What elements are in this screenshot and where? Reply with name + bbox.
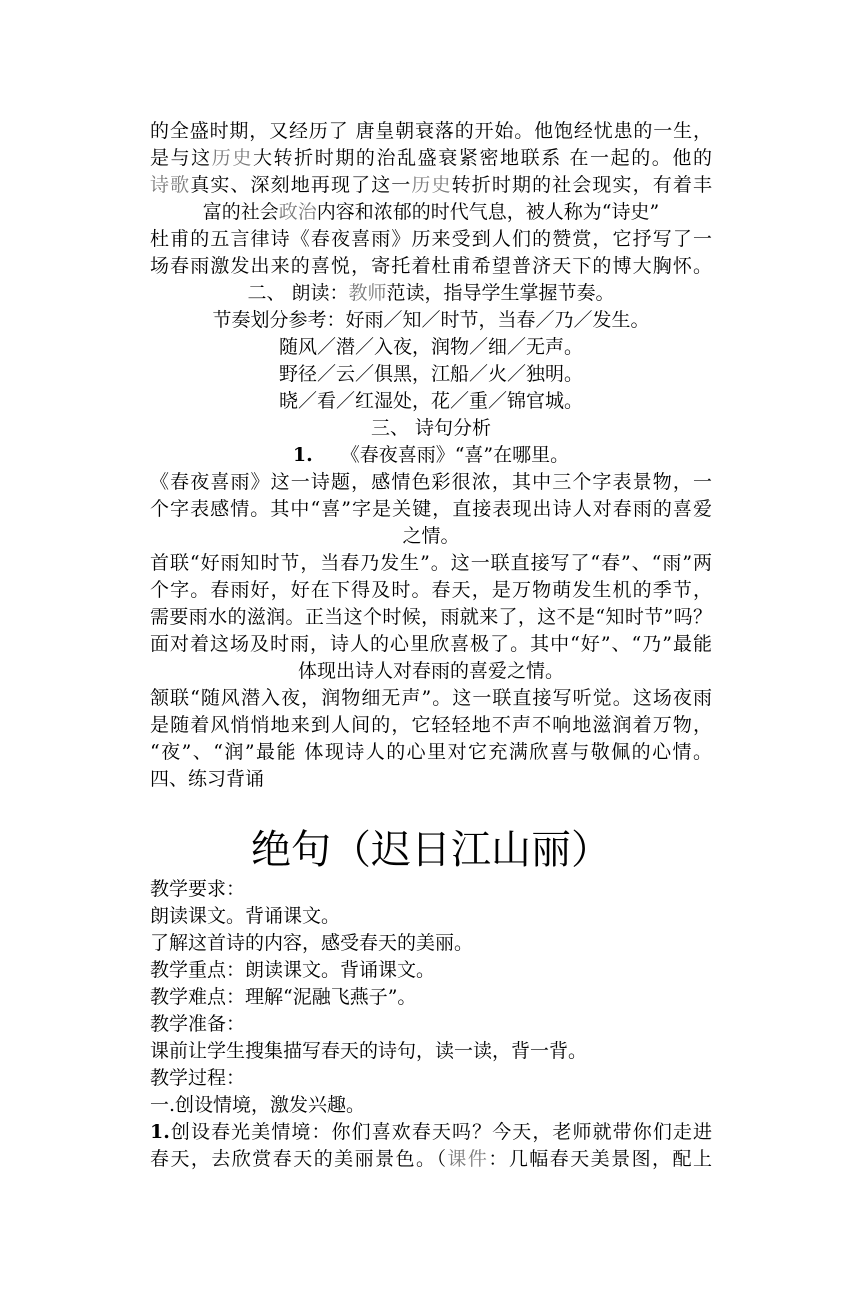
requirement-item: 了解这首诗的内容，感受春天的美丽。 (150, 932, 474, 954)
focus-line: 教学重点：朗读课文。背诵课文。 (150, 959, 436, 981)
text-line (150, 1119, 712, 1146)
history-link[interactable]: 历史 (211, 147, 253, 169)
text-span: 范读，指导学生掌握节奏。 (386, 282, 615, 304)
text-line: 的全盛时期，又经历了 唐皇朝衰落的开始。他饱经忧患的一生， (150, 120, 712, 142)
text-span: 转折时期的社会现实，有着丰 (451, 174, 712, 196)
text-line (150, 1146, 712, 1173)
rhythm-line: 节奏划分参考：好雨／知／时节，当春／乃／发生。 (212, 309, 650, 331)
difficulty-line: 教学难点：理解“泥融飞燕子”。 (150, 986, 417, 1008)
requirements-label: 教学要求： (150, 878, 246, 900)
step-number: 1. (150, 1121, 170, 1143)
text-line: 场春雨激发出来的喜悦，寄托着杜甫希望普济天下的博大胸怀。 (150, 255, 712, 277)
poetry-link[interactable]: 诗歌 (150, 174, 191, 196)
courseware-link[interactable]: 课件 (447, 1148, 489, 1170)
text-span: 二、 朗读： (247, 282, 349, 304)
text-line (150, 145, 712, 172)
upper-section (150, 118, 712, 793)
text-span: 大转折时期的治乱盛衰紧密地联系 在一起的。他的 (252, 147, 712, 169)
question-text: 《春夜喜雨》“喜”在哪里。 (340, 444, 570, 466)
text-line: 需要雨水的滋润。正当这个时候，雨就来了，这不是“知时节”吗？ (150, 606, 712, 628)
text-span: 创设春光美情境：你们喜欢春天吗？今天，老师就带你们走进 (169, 1121, 712, 1143)
text-span: 是与这 (150, 147, 212, 169)
rhythm-line: 野径／云／俱黑，江船／火／独明。 (278, 363, 583, 385)
rhythm-line: 晓／看／红湿处，花／重／锦官城。 (278, 390, 583, 412)
text-line: 面对着这场及时雨，诗人的心里欣喜极了。其中“好”、“乃”最能 (150, 633, 712, 655)
text-line: 体现出诗人对春雨的喜爱之情。 (297, 660, 564, 682)
text-line: 《春夜喜雨》这一诗题，感情色彩很浓，其中三个字表景物，一 (150, 471, 712, 493)
text-line: “夜”、“润”最能 体现诗人的心里对它充满欣喜与敬佩的心情。 (150, 741, 712, 763)
process-label: 教学过程： (150, 1067, 246, 1089)
text-line: 是随着风悄悄地来到人间的，它轻轻地不声不响地滋润着万物， (150, 714, 712, 736)
text-line: 个字表感情。其中“喜”字是关键，直接表现出诗人对春雨的喜爱 (150, 498, 712, 520)
text-line (150, 199, 712, 226)
preparation-label: 教学准备： (150, 1013, 246, 1035)
lesson-title: 绝句（迟日江山丽） (251, 827, 611, 873)
text-span: 真实、深刻地再现了这一 (190, 174, 412, 196)
section-heading: 三、 诗句分析 (370, 417, 492, 439)
history-link[interactable]: 历史 (411, 174, 452, 196)
text-line (150, 172, 712, 199)
text-span: ：几幅春天美景图，配上 (488, 1148, 712, 1170)
question-number: 1. (292, 444, 313, 466)
preparation-text: 课前让学生搜集描写春天的诗句，读一读，背一背。 (150, 1040, 588, 1062)
text-line: 颔联“随风潜入夜，润物细无声”。这一联直接写听觉。这场夜雨 (150, 687, 712, 709)
text-line: 首联“好雨知时节，当春乃发生”。这一联直接写了“春”、“雨”两 (150, 552, 712, 574)
requirement-item: 朗读课文。背诵课文。 (150, 905, 341, 927)
text-line: 之情。 (402, 525, 460, 547)
question-heading (150, 442, 712, 469)
step-heading: 一.创设情境，激发兴趣。 (150, 1094, 366, 1116)
section-heading: 四、练习背诵 (150, 768, 265, 790)
politics-link[interactable]: 政治 (278, 201, 317, 223)
lesson-section (150, 876, 712, 1173)
rhythm-line: 随风／潜／入夜，润物／细／无声。 (278, 336, 583, 358)
text-line: 杜甫的五言律诗《春夜喜雨》历来受到人们的赞赏，它抒写了一 (150, 228, 712, 250)
text-span: 内容和浓郁的时代气息，被人称为“诗史” (316, 201, 660, 223)
text-span: 春天，去欣赏春天的美丽景色。（ (150, 1148, 448, 1170)
teacher-link[interactable]: 教师 (348, 282, 387, 304)
section-heading (150, 280, 712, 307)
text-span: 富的社会 (202, 201, 279, 223)
text-line: 个字。春雨好，好在下得及时。春天，是万物萌发生机的季节， (150, 579, 712, 601)
